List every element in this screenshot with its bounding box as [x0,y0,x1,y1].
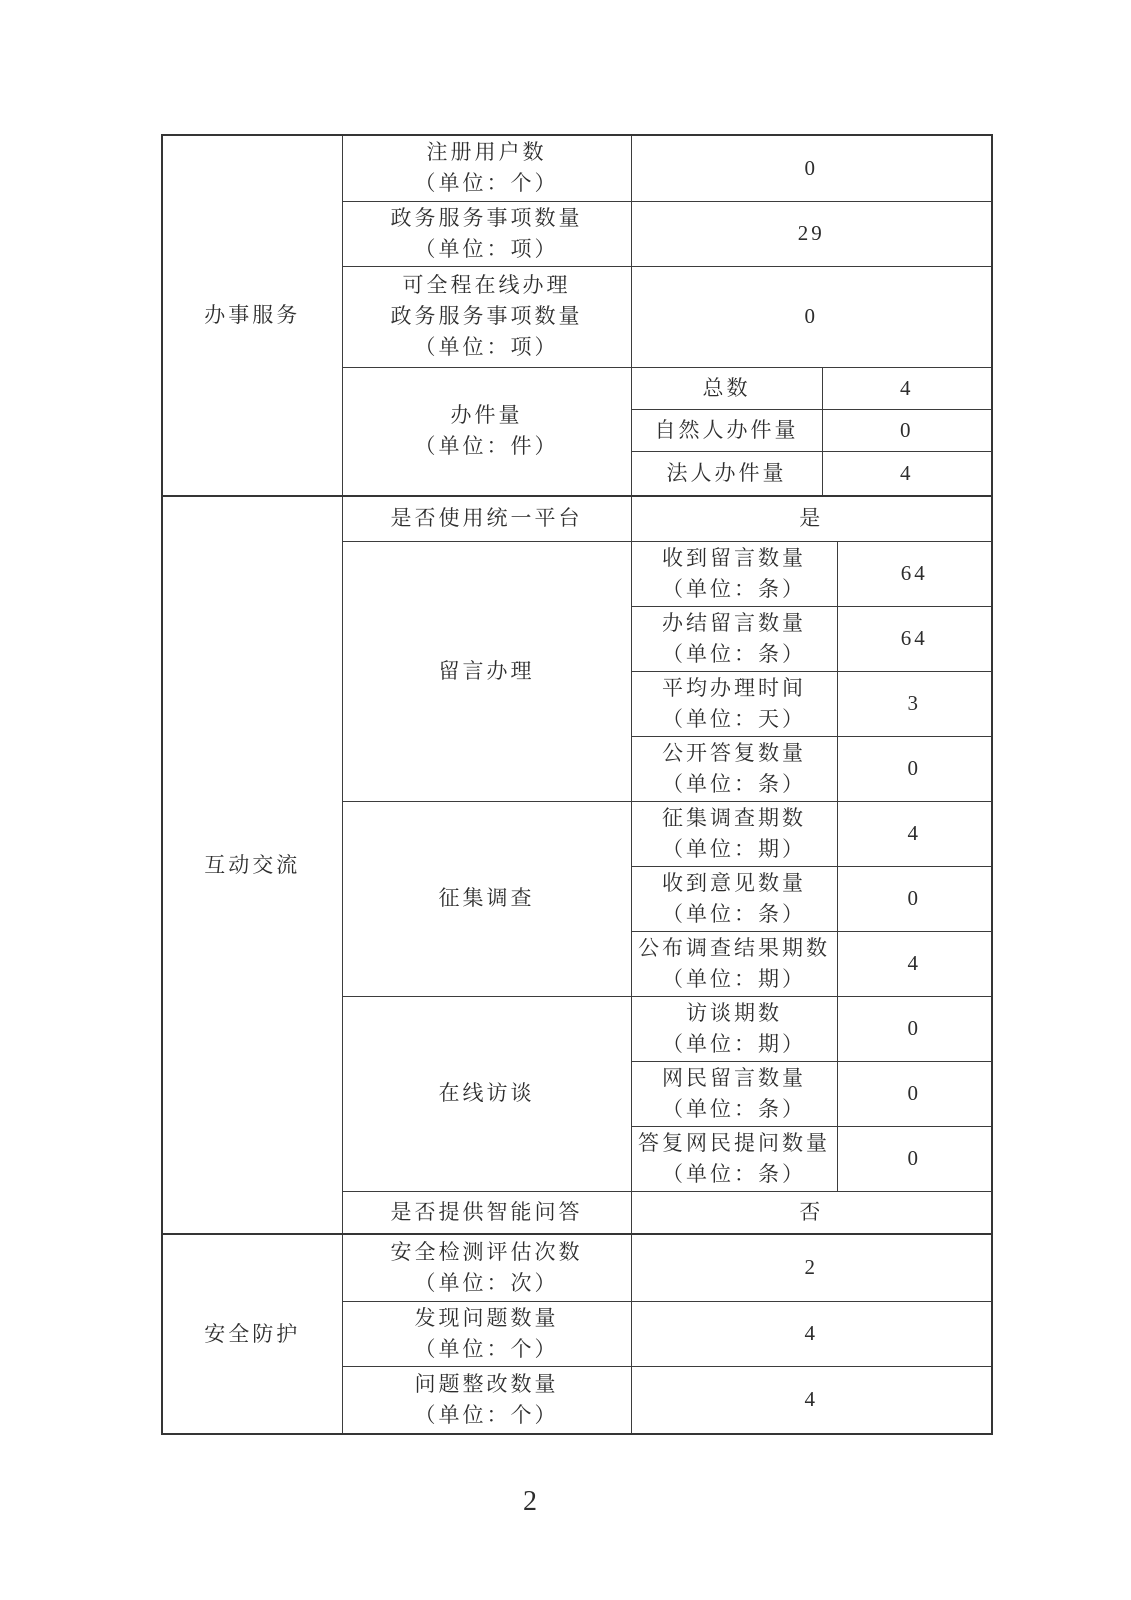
metric-unit: （单位：个） [414,1402,559,1427]
submetric-label: 总数 [631,367,822,409]
metric-label: 问题整改数量 [414,1371,559,1396]
submetric-unit: （单位：期） [662,1031,806,1056]
metric-value: 0 [631,135,992,201]
submetric-label: 平均办理时间 [662,675,806,700]
submetric-label: 法人办件量 [631,451,822,496]
submetric-unit: （单位：条） [662,1096,806,1121]
submetric-label: 收到意见数量 [662,870,806,895]
metric-label: 政务服务事项数量 [390,205,583,230]
metric-unit: （单位：个） [414,171,559,196]
submetric-value: 0 [837,1126,992,1191]
submetric-unit: （单位：条） [662,901,806,926]
submetric-value: 4 [837,931,992,996]
metric-value: 0 [631,266,992,367]
submetric-value: 0 [837,866,992,931]
submetric-unit: （单位：条） [662,576,806,601]
submetric-value: 0 [837,1061,992,1126]
submetric-value: 4 [822,367,992,409]
metric-label-cell [342,801,631,996]
metric-label: 可全程在线办理 [402,273,571,297]
metric-value: 4 [631,1301,992,1366]
metric-value: 29 [631,201,992,266]
submetric-label-cell [631,736,837,801]
metric-label-cell [342,367,631,496]
submetric-unit: （单位：条） [662,1161,806,1186]
report-table [161,134,993,1435]
metric-label-cell [342,541,631,801]
submetric-label: 收到留言数量 [662,545,806,570]
submetric-label: 征集调查期数 [662,805,806,830]
submetric-unit: （单位：期） [662,966,806,991]
group-label-interaction [162,496,342,1234]
submetric-label: 自然人办件量 [631,409,822,451]
submetric-label-cell [631,1061,837,1126]
group-label-text: 办事服务 [204,303,301,327]
metric-label-cell [342,996,631,1191]
metric-label-cell [342,266,631,367]
group-label-service [162,135,342,496]
metric-label: 注册用户数 [426,140,547,165]
submetric-unit: （单位：条） [662,771,806,796]
metric-value: 是 [631,496,992,541]
submetric-label-cell [631,931,837,996]
metric-value: 4 [631,1366,992,1434]
submetric-label: 访谈期数 [686,1000,782,1025]
submetric-label-cell [631,996,837,1061]
submetric-unit: （单位：天） [662,706,806,731]
metric-unit: （单位：件） [414,434,559,459]
metric-unit: （单位：项） [414,236,559,261]
metric-value: 否 [631,1191,992,1234]
metric-label-cell [342,1301,631,1366]
page-number: 2 [523,1486,537,1517]
submetric-value: 0 [837,996,992,1061]
metric-unit: （单位：次） [414,1270,559,1295]
metric-label: 征集调查 [438,886,535,910]
metric-label: 留言办理 [438,658,535,683]
metric-label-cell [342,201,631,266]
submetric-label-cell [631,801,837,866]
metric-label: 发现问题数量 [414,1305,559,1330]
submetric-label-cell [631,1126,837,1191]
submetric-value: 0 [822,409,992,451]
submetric-unit: （单位：条） [662,641,806,666]
metric-unit: （单位：项） [414,335,559,359]
submetric-value: 64 [837,541,992,606]
submetric-value: 4 [837,801,992,866]
submetric-unit: （单位：期） [662,836,806,861]
submetric-label-cell [631,541,837,606]
group-label-security [162,1234,342,1434]
metric-label-cell [342,1366,631,1434]
metric-unit: （单位：个） [414,1336,559,1361]
submetric-label: 公布调查结果期数 [638,935,830,960]
submetric-value: 4 [822,451,992,496]
metric-label-cell [342,1234,631,1301]
metric-value: 2 [631,1234,992,1301]
metric-label-cell [342,496,631,541]
group-label-text: 互动交流 [204,852,301,877]
submetric-label: 答复网民提问数量 [638,1130,830,1155]
group-label-text: 安全防护 [204,1321,301,1346]
submetric-label-cell [631,671,837,736]
metric-label: 政务服务事项数量 [390,304,583,328]
metric-label-cell [342,135,631,201]
submetric-value: 3 [837,671,992,736]
metric-label: 在线访谈 [438,1081,535,1105]
metric-label: 是否使用统一平台 [390,506,583,531]
submetric-value: 0 [837,736,992,801]
metric-label: 办件量 [450,403,523,428]
metric-label: 是否提供智能问答 [390,1199,583,1224]
metric-label-cell [342,1191,631,1234]
submetric-label-cell [631,606,837,671]
metric-label: 安全检测评估次数 [390,1239,583,1264]
submetric-label: 办结留言数量 [662,610,806,635]
submetric-label: 公开答复数量 [662,740,806,765]
submetric-value: 64 [837,606,992,671]
submetric-label-cell [631,866,837,931]
submetric-label: 网民留言数量 [662,1065,806,1090]
